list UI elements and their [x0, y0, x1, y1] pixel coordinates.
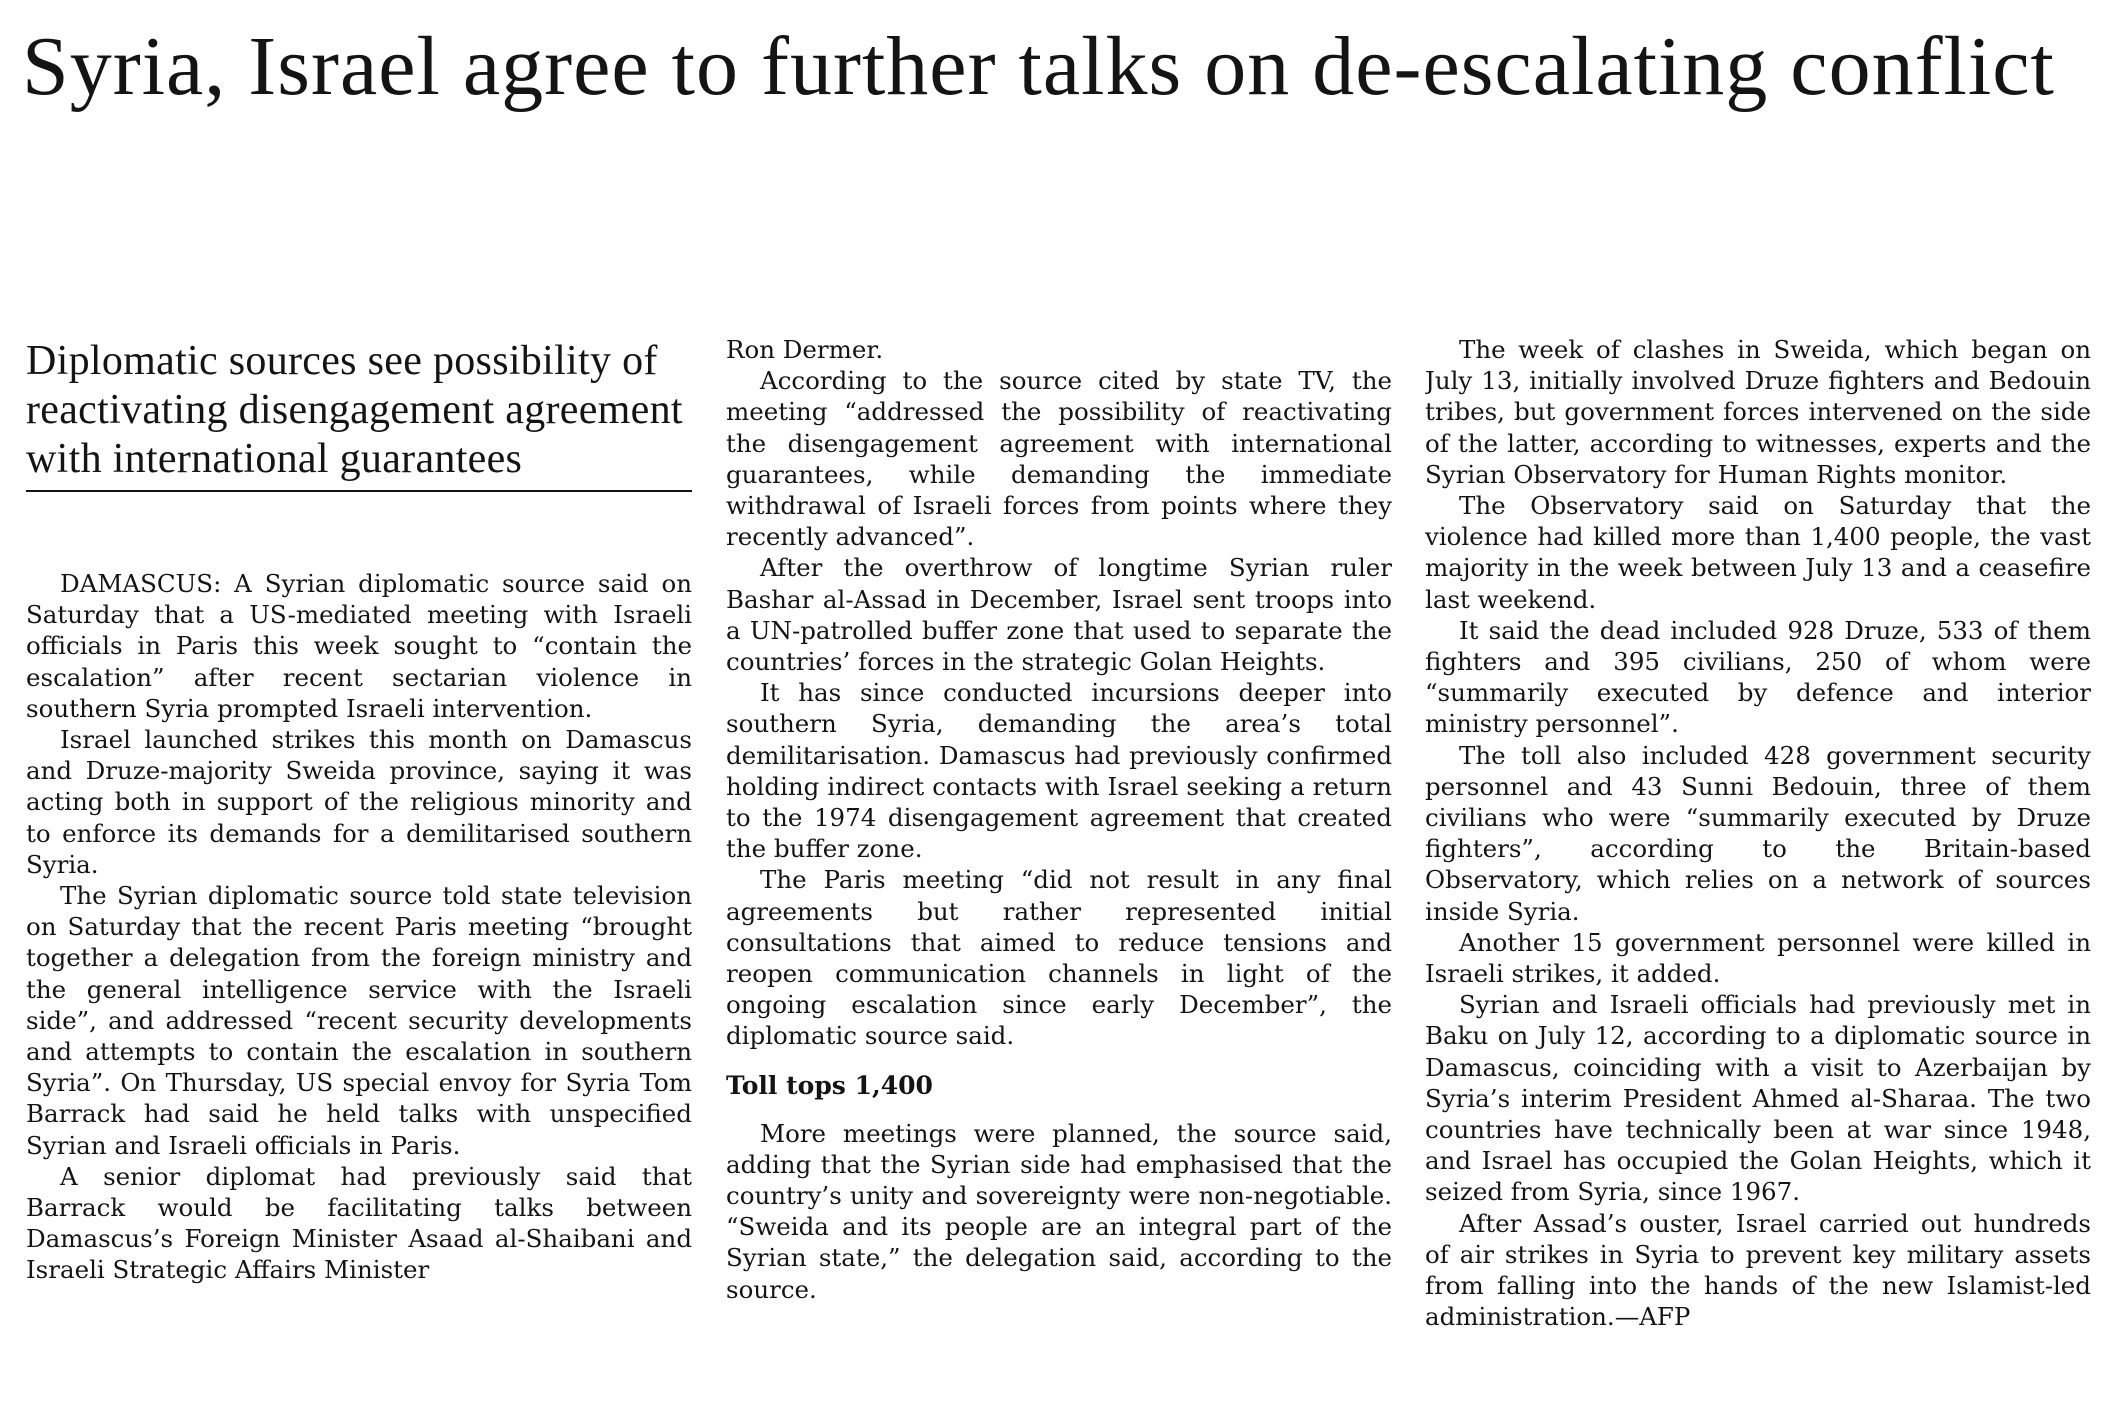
- paragraph: It has since conducted incursions deeper into southern Syria, demanding the area’s total demilitarisation. Damascus had previously confirmed holding indirect contacts with Israel seeking a return to the 1974 disengagement agreement that created the buffer zone.: [726, 678, 1392, 864]
- paragraph: Another 15 government personnel were killed in Israeli strikes, it added.: [1425, 927, 2091, 989]
- paragraph: The Syrian diplomatic source told state television on Saturday that the recent Paris meeting “brought together a delegation from the foreign ministry and the general intelligence service with the Israeli side”, and addressed “recent security developments and attempts to contain the escalation in southern Syria”. On Thursday, US special envoy for Syria Tom Barrack had said he held talks with unspecified Syrian and Israeli officials in Paris.: [26, 881, 692, 1160]
- headline: Syria, Israel agree to further talks on de-escalating conflict: [22, 20, 2055, 113]
- section-subhead: Toll tops 1,400: [726, 1070, 933, 1100]
- paragraph: After the overthrow of longtime Syrian ruler Bashar al-Assad in December, Israel sent troops into a UN-patrolled buffer zone that used to separate the countries’ forces in the strategic Golan Heights.: [726, 553, 1392, 677]
- paragraph: More meetings were planned, the source said, adding that the Syrian side had emphasised that the country’s unity and sovereignty were non-negotiable. “Sweida and its people are an integral part of the Syrian state,” the delegation said, according to the source.: [726, 1118, 1392, 1304]
- article-column-1: [26, 334, 692, 1404]
- paragraph: According to the source cited by state TV, the meeting “addressed the possibility of reactivating the disengagement agreement with international guarantees, while demanding the immediate withdrawal of Israeli forces from points where they recently advanced”.: [726, 366, 1392, 552]
- paragraph: The Observatory said on Saturday that the violence had killed more than 1,400 people, the vast majority in the week between July 13 and a ceasefire last weekend.: [1425, 491, 2091, 614]
- paragraph: Israel launched strikes this month on Damascus and Druze-majority Sweida province, saying it was acting both in support of the religious minority and to enforce its demands for a demilitarised southern Syria.: [26, 725, 692, 879]
- paragraph: The Paris meeting “did not result in any final agreements but rather represented initial consultations that aimed to reduce tensions and reopen communication channels in light of the ongoing escalation since early December”, the diplomatic source said.: [726, 865, 1392, 1051]
- article-column-2: [726, 334, 1392, 1404]
- paragraph: A senior diplomat had previously said that Barrack would be facilitating talks between Damascus’s Foreign Minister Asaad al-Shaibani and Israeli Strategic Affairs Minister: [26, 1161, 692, 1285]
- paragraph: After Assad’s ouster, Israel carried out hundreds of air strikes in Syria to prevent key military assets from falling into the hands of the new Islamist-led administration.—AFP: [1425, 1208, 2091, 1332]
- paragraph: DAMASCUS: A Syrian diplomatic source said on Saturday that a US-mediated meeting with Israeli officials in Paris this week sought to “contain the escalation” after recent sectarian violence in southern Syria prompted Israeli intervention.: [26, 569, 692, 723]
- deck-subtitle: Diplomatic sources see possibility of reactivating disengagement agreement with international guarantees: [26, 337, 692, 492]
- deck-spacer: [26, 492, 692, 568]
- article-column-3: [1425, 334, 2091, 1404]
- paragraph: The week of clashes in Sweida, which began on July 13, initially involved Druze fighters and Bedouin tribes, but government forces intervened on the side of the latter, according to witnesses, experts and the Syrian Observatory for Human Rights monitor.: [1425, 335, 2091, 489]
- paragraph: Syrian and Israeli officials had previously met in Baku on July 12, according to a diplomatic source in Damascus, coinciding with a visit to Azerbaijan by Syria’s interim President Ahmed al-Sharaa. The two countries have technically been at war since 1948, and Israel has occupied the Golan Heights, which it seized from Syria, since 1967.: [1425, 990, 2091, 1207]
- paragraph: The toll also included 428 government security personnel and 43 Sunni Bedouin, three of them civilians who were “summarily executed by Druze fighters”, according to the Britain-based Observatory, which relies on a network of sources inside Syria.: [1425, 740, 2091, 926]
- paragraph: It said the dead included 928 Druze, 533 of them fighters and 395 civilians, 250 of whom were “summarily executed by defence and interior ministry personnel”.: [1425, 615, 2091, 739]
- paragraph-continuation: Ron Dermer.: [726, 335, 884, 364]
